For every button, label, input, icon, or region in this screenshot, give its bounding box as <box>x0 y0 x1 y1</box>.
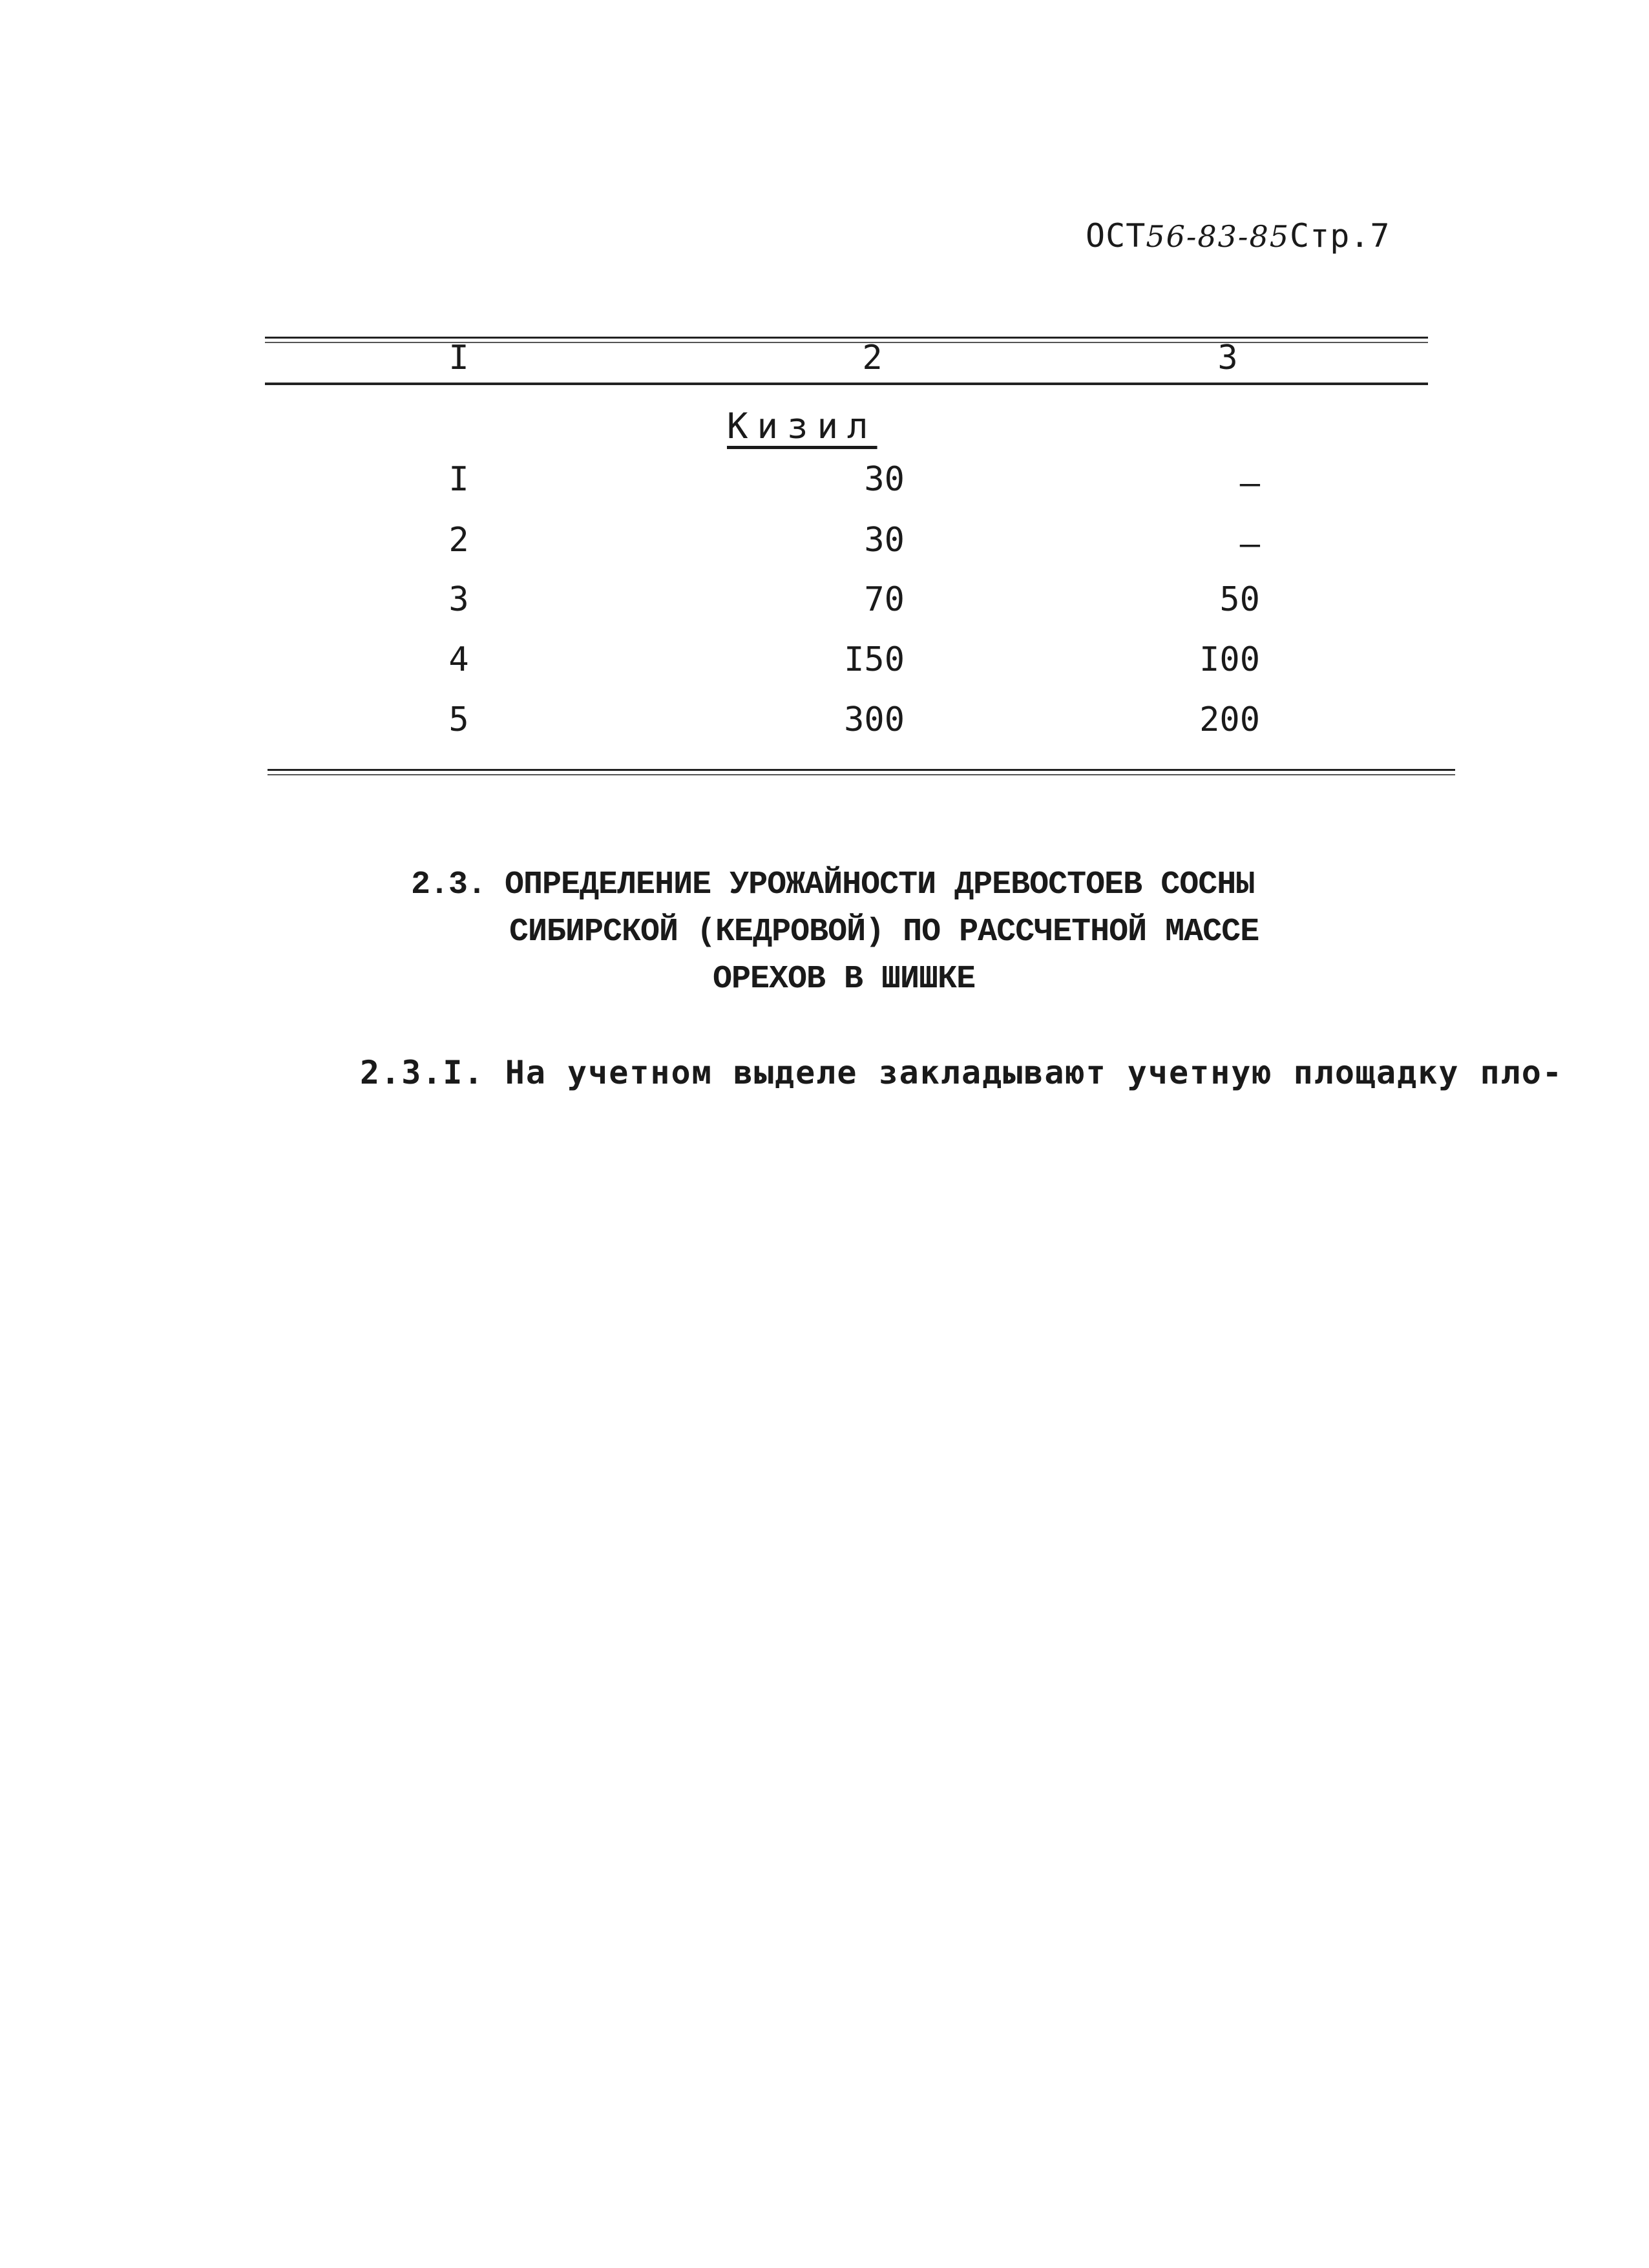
row-3-col-3: 50 <box>1219 580 1260 619</box>
row-1-col-1: I <box>448 460 469 499</box>
column-header-1: I <box>448 339 469 377</box>
row-5-col-1: 5 <box>448 700 469 739</box>
column-header-3: 3 <box>1217 339 1238 377</box>
document-code-prefix: ОСТ <box>1086 217 1146 255</box>
row-5-col-2: 300 <box>844 700 905 739</box>
row-4-col-3: I00 <box>1199 640 1260 679</box>
row-3-col-2: 70 <box>864 580 905 619</box>
row-2-col-3: – <box>1239 525 1260 563</box>
row-4-col-1: 4 <box>448 640 469 679</box>
section-heading-line-1: 2.3. ОПРЕДЕЛЕНИЕ УРОЖАЙНОСТИ ДРЕВОСТОЕВ СОСНЫ <box>411 866 1255 903</box>
row-4-col-2: I50 <box>844 640 905 679</box>
document-number-handwritten: 56-83-85 <box>1146 219 1290 254</box>
table-section-label: Кизил <box>727 406 877 446</box>
page-header <box>1086 217 1391 255</box>
page-number: Стр.7 <box>1290 217 1391 255</box>
section-heading-line-2: СИБИРСКОЙ (КЕДРОВОЙ) ПО РАССЧЕТНОЙ МАССЕ <box>509 914 1259 950</box>
row-2-col-1: 2 <box>448 521 469 560</box>
row-1-col-3: – <box>1239 464 1260 503</box>
column-header-2: 2 <box>862 339 883 377</box>
body-paragraph: 2.3.I. На учетном выделе закладывают учетную площадку пло- <box>360 1054 1563 1091</box>
row-1-col-2: 30 <box>864 460 905 499</box>
table-bottom-rule <box>268 769 1455 771</box>
table-header-rule <box>265 383 1428 385</box>
row-5-col-3: 200 <box>1199 700 1260 739</box>
table-bottom-rule-inner <box>268 774 1455 775</box>
section-heading-line-3: ОРЕХОВ В ШИШКЕ <box>713 961 976 998</box>
row-3-col-1: 3 <box>448 580 469 619</box>
row-2-col-2: 30 <box>864 521 905 560</box>
